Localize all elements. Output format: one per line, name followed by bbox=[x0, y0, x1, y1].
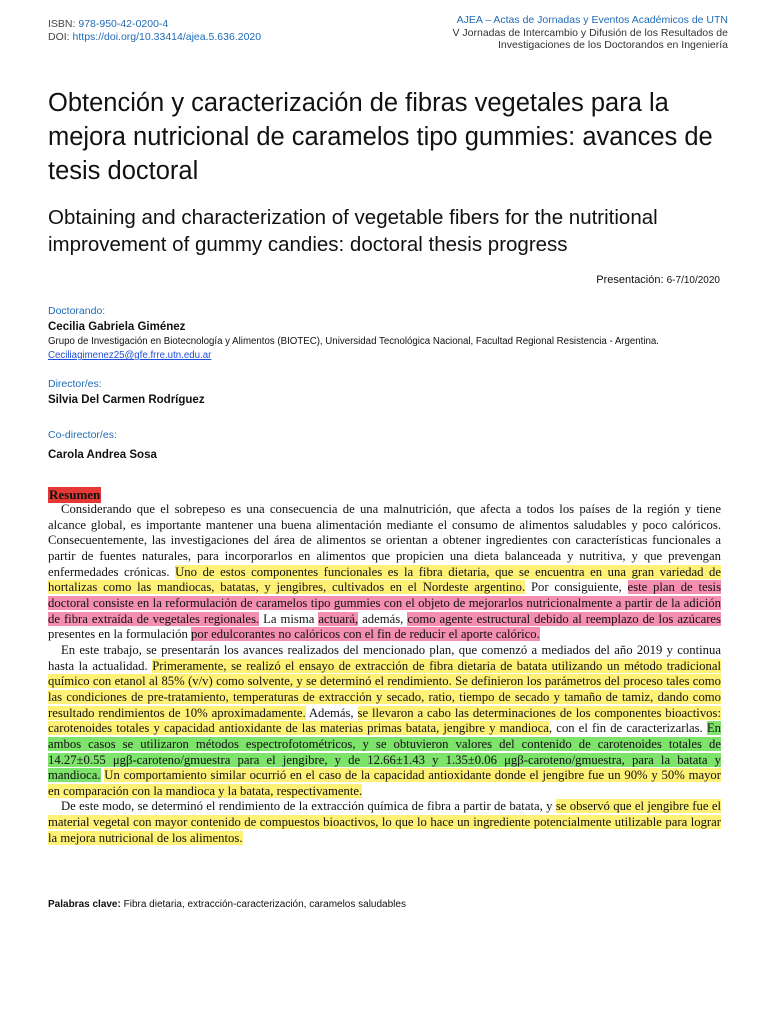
doi-link[interactable]: https://doi.org/10.33414/ajea.5.636.2020 bbox=[72, 31, 262, 43]
abstract-text: además, bbox=[362, 611, 404, 626]
codirector-label: Co-director/es: bbox=[48, 429, 117, 441]
doi-label: DOI: bbox=[48, 31, 70, 43]
highlight-pink: como agente estructural debido al reemplazo de los azúcares bbox=[407, 611, 721, 626]
abstract-text: Por consiguiente, bbox=[530, 580, 622, 595]
doctorando-affiliation: Grupo de Investigación en Biotecnología y Alimentos (BIOTEC), Universidad Tecnológica Nacional, Facultad Regional Resistencia - Argentina. bbox=[48, 336, 659, 347]
event-line-2: Investigaciones de los Doctorandos en Ingeniería bbox=[498, 39, 728, 51]
highlight-pink: actuará, bbox=[318, 611, 359, 626]
highlight-yellow: Primeramente, se realizó el ensayo de extracción de fibra dietaria de batata utilizando un método tradicional químico con etanol al 85% (v/v) como solvente, y se determinó el rendimiento. Se definieron los parámetros del proceso tales como las condiciones de pre-tratamiento, temperaturas de extracción y secado, ratio, tiempo de secado y tamaño de tamiz, dando como resultado rendimientos de 10% aproximadamente. bbox=[48, 658, 722, 720]
doi-line bbox=[48, 31, 261, 44]
isbn-line bbox=[48, 18, 261, 31]
isbn-label: ISBN: bbox=[48, 18, 76, 30]
title-spanish: Obtención y caracterización de fibras vegetales para la mejora nutricional de caramelos tipo gummies: avances de tesis doctoral bbox=[48, 89, 713, 185]
abstract-heading: Resumen bbox=[49, 487, 101, 502]
presentation-date bbox=[596, 274, 720, 286]
highlight-yellow: se observó que el jengibre fue el material vegetal con mayor contenido de compuestos bioactivos, lo que lo hace un ingrediente potencialmente utilizable para lograr la mejora nutricional de los alimentos. bbox=[48, 799, 722, 845]
keywords-text: Fibra dietaria, extracción-caracterización, caramelos saludables bbox=[123, 899, 406, 910]
isbn-value: 978-950-42-0200-4 bbox=[78, 18, 169, 30]
codirector-block bbox=[48, 428, 157, 462]
abstract-text: De este modo, se determinó el rendimiento de la extracción química de fibra a partir de batata, y bbox=[61, 799, 553, 814]
doctorando-name: Cecilia Gabriela Giménez bbox=[48, 321, 186, 333]
keywords bbox=[48, 899, 406, 910]
highlight-yellow: Uno de estos componentes funcionales es la fibra dietaria, que se encuentra en una gran variedad de hortalizas como las mandiocas, batatas, y jengibres, cultivados en el Nordeste argentino. bbox=[48, 564, 721, 595]
doctorando-email-link[interactable]: Ceciliagimenez25@gfe.frre.utn.edu.ar bbox=[48, 350, 212, 361]
abstract-text: , con el fin de caracterizarlas. bbox=[548, 721, 703, 736]
abstract-paragraph-3 bbox=[48, 799, 721, 846]
doctorando-block bbox=[48, 304, 659, 363]
abstract-text: Considerando que el sobrepeso es una consecuencia de una malnutrición, que afecta a todos los países de la región y tiene alcance global, es importante mantener una buena alimentación mediante el consumo de alimentos saludables y poco calóricos. Consecuentemente, las investigaciones del área de alimentos se orientan a obtener ingredientes con características funcionales a partir de fuentes naturales, para incorporarlos en alimentos que propicien una dieta balanceada y nutritiva, y que prevengan enfermedades crónicas. bbox=[48, 502, 721, 579]
doctorando-label: Doctorando: bbox=[48, 305, 106, 317]
publication-identifiers bbox=[48, 18, 261, 44]
director-block bbox=[48, 377, 205, 407]
abstract-text: La misma bbox=[263, 611, 315, 626]
director-label: Director/es: bbox=[48, 378, 102, 390]
abstract-paragraph-1 bbox=[48, 502, 721, 643]
abstract-body bbox=[48, 502, 721, 846]
highlight-pink: este plan de tesis doctoral consiste en la reformulación de caramelos tipo gummies con el objeto de mejorarlos nutricionalmente a partir de la adición de fibra extraída de vegetales regionales. bbox=[48, 580, 722, 626]
journal-name: AJEA – Actas de Jornadas y Eventos Académicos de UTN bbox=[456, 14, 728, 26]
abstract-text: Además, bbox=[308, 705, 354, 720]
abstract-paragraph-2 bbox=[48, 643, 721, 800]
abstract-text: presentes en la formulación bbox=[48, 627, 188, 642]
title-english: Obtaining and characterization of vegetable fibers for the nutritional improvement of gummy candies: doctoral thesis progress bbox=[48, 206, 658, 256]
highlight-pink: por edulcorantes no calóricos con el fin de reducir el aporte calórico. bbox=[191, 627, 540, 642]
codirector-name: Carola Andrea Sosa bbox=[48, 449, 157, 461]
presentation-date-value: 6-7/10/2020 bbox=[666, 275, 720, 286]
abstract-text: En este trabajo, se presentarán los avances realizados del mencionado plan, que comenzó a mediados del año 2019 y continua hasta la actualidad. bbox=[48, 642, 721, 673]
presentation-label: Presentación: bbox=[596, 274, 664, 286]
highlight-yellow: se llevaron a cabo las determinaciones de los componentes bioactivos: carotenoides totales y capacidad antioxidante de las materias primas batata, jengibre y mandioca bbox=[48, 705, 721, 736]
keywords-label: Palabras clave: bbox=[48, 899, 121, 910]
director-name: Silvia Del Carmen Rodríguez bbox=[48, 394, 205, 406]
event-line-1: V Jornadas de Intercambio y Difusión de los Resultados de bbox=[452, 26, 728, 39]
highlight-yellow: Un comportamiento similar ocurrió en el caso de la capacidad antioxidante donde el jengibre fue un 90% y 50% mayor en comparación con la mandioca y la batata, respectivamente. bbox=[48, 768, 722, 798]
highlight-green: En ambos casos se utilizaron métodos espectrofotométricos, y se obtuvieron valores del contenido de carotenoides totales de 14.27±0.55 μgβ-caroteno/gmuestra para el jengibre, y de 12.66±1.43 y 1.35±0.06 μgβ-caroteno/gmuestra, para la batata y mandioca. bbox=[48, 721, 721, 783]
event-header bbox=[453, 14, 729, 52]
